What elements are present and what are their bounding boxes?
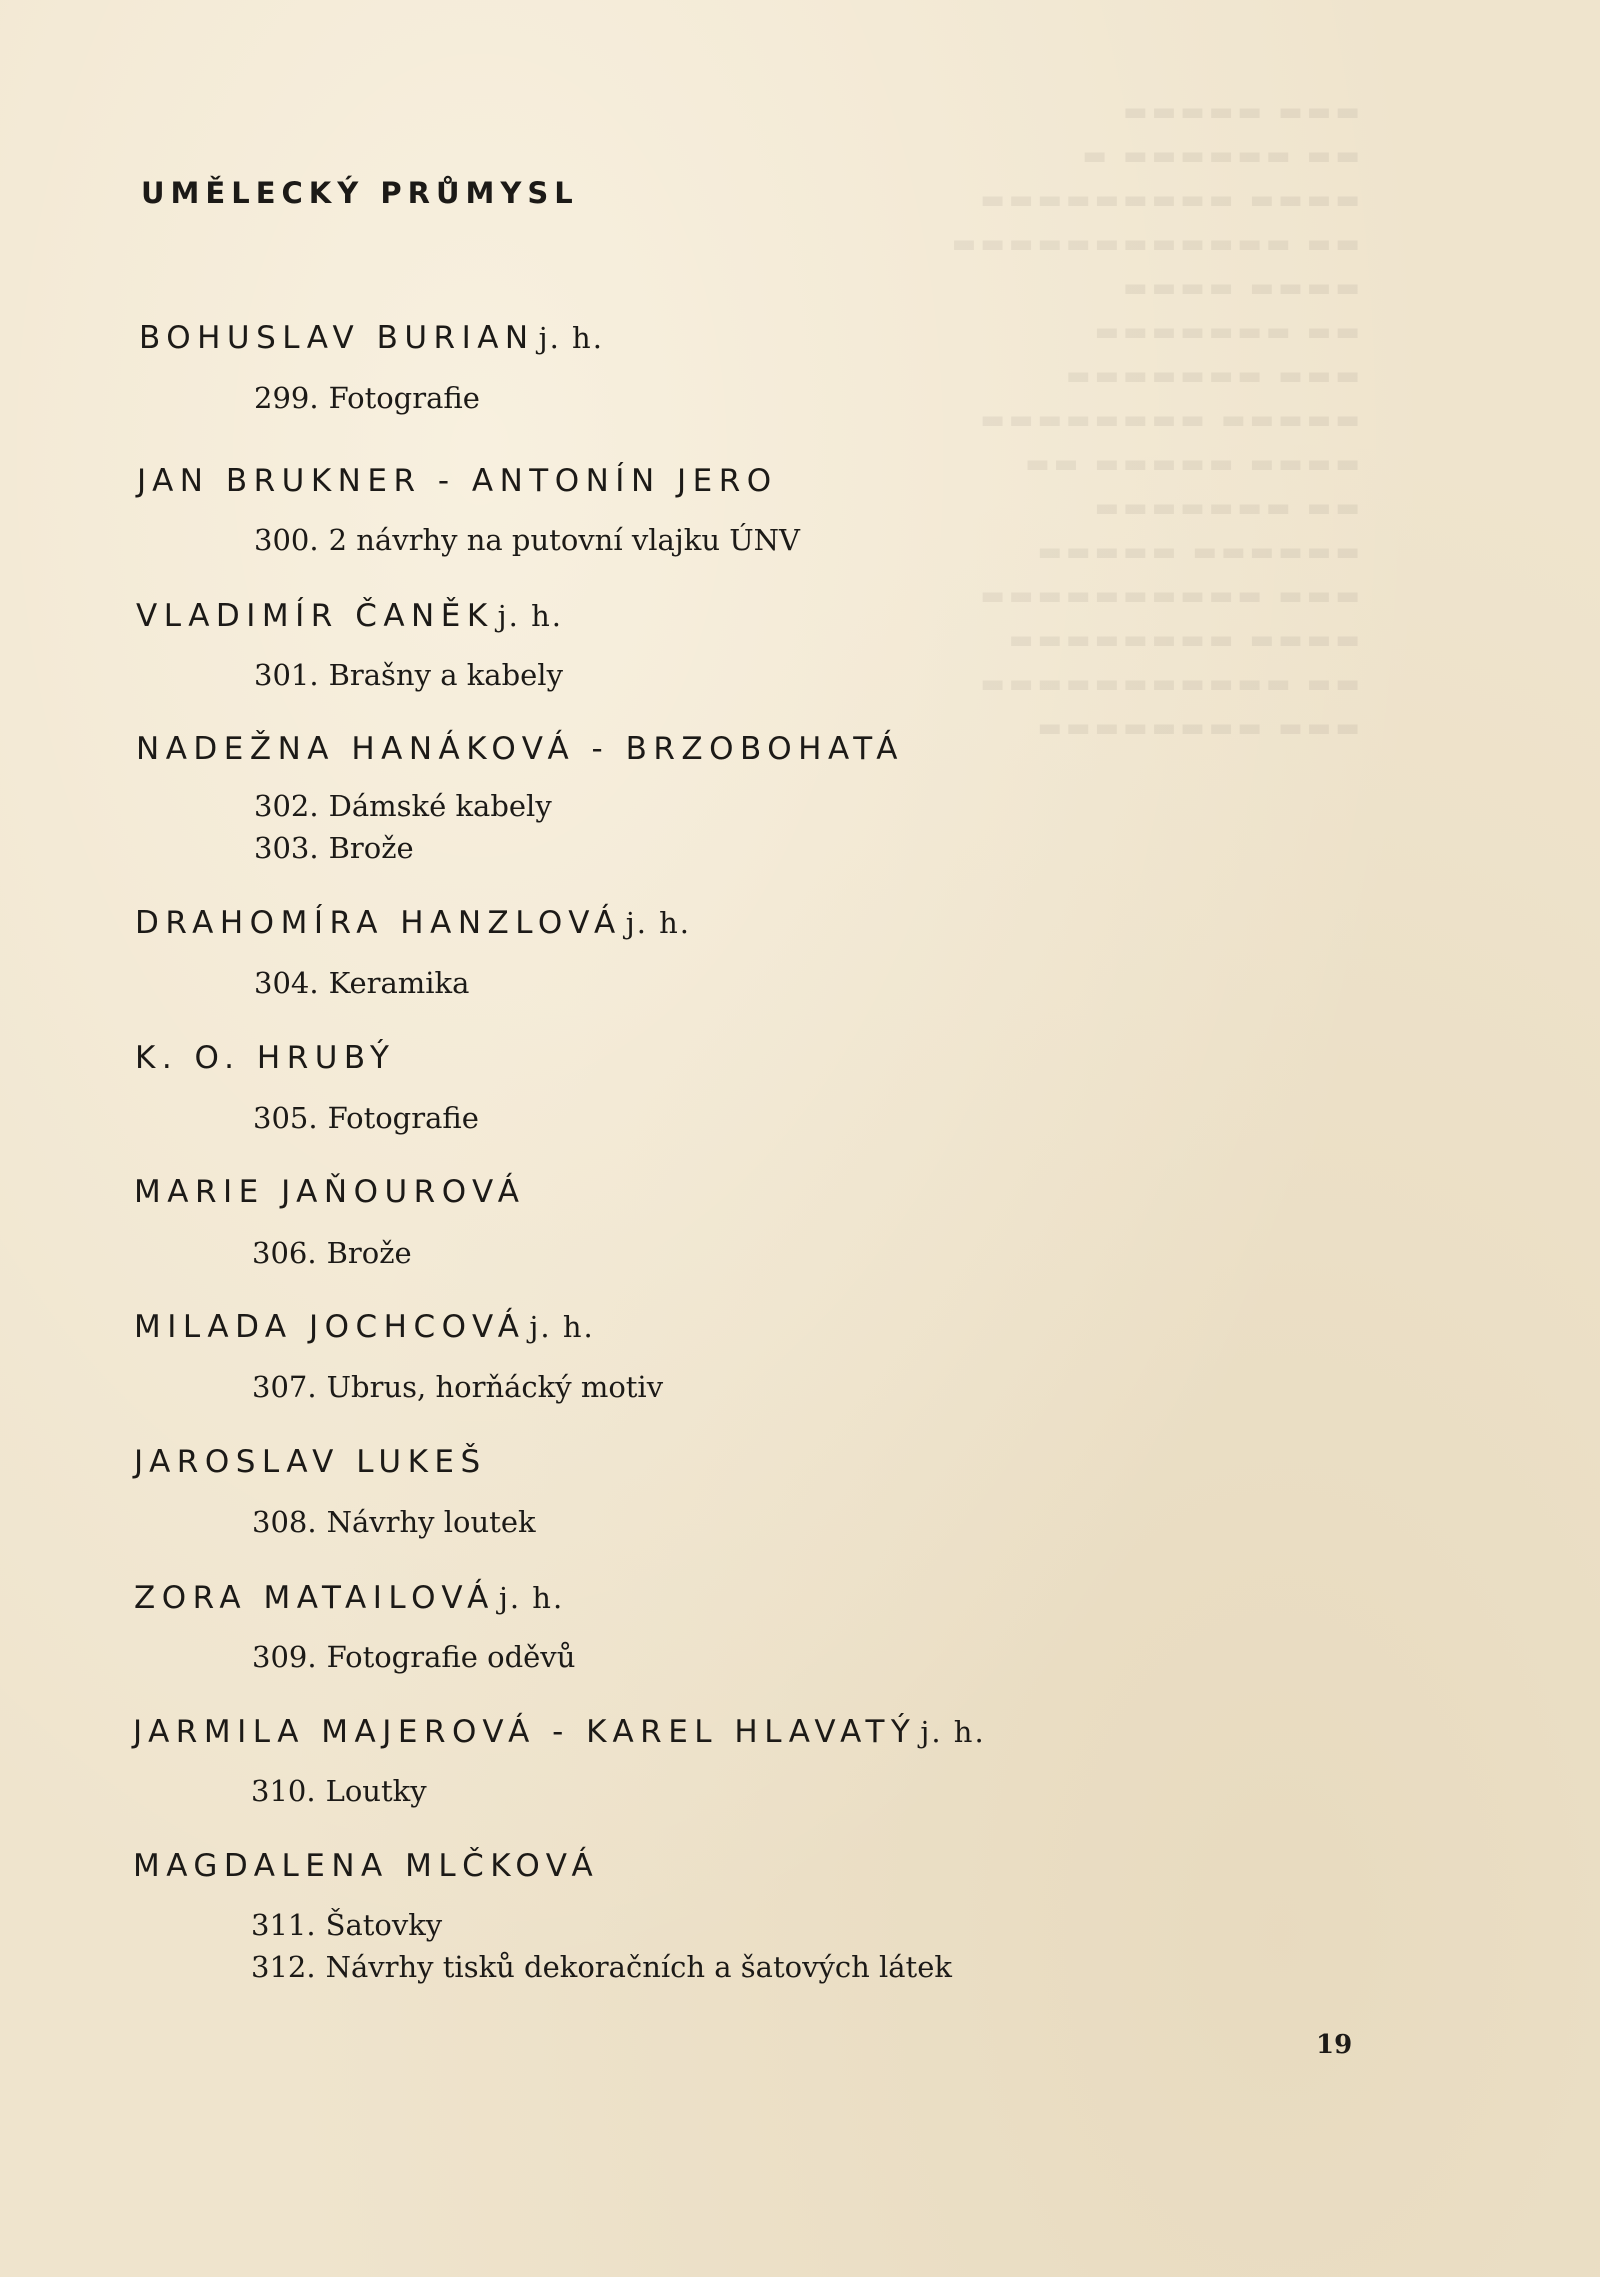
work-number: 299. (254, 381, 319, 415)
work-number: 304. (254, 966, 319, 1000)
artist-name (135, 1040, 399, 1076)
work-item (254, 523, 800, 557)
artist-name (133, 1848, 603, 1884)
work-number: 301. (254, 658, 319, 692)
work-title: Fotografie (328, 381, 480, 415)
artist-name (136, 731, 908, 767)
work-item (252, 1640, 575, 1674)
work-item (252, 1505, 536, 1539)
work-number: 307. (252, 1370, 317, 1404)
artist-name (134, 1444, 491, 1480)
work-number: 310. (251, 1774, 316, 1808)
work-item (254, 831, 414, 865)
artist-name (139, 320, 604, 356)
artist-name-text: MARIE JAŇOUROVÁ (134, 1174, 526, 1210)
section-heading: UMĚLECKÝ PRŮMYSL (141, 176, 579, 210)
artist-name (134, 1174, 530, 1210)
work-number: 306. (252, 1236, 317, 1270)
artist-guest-suffix: j. h. (920, 1715, 986, 1749)
artist-name-text: JAROSLAV LUKEŠ (134, 1444, 487, 1480)
work-number: 312. (251, 1950, 316, 1984)
work-title: 2 návrhy na putovní vlajku ÚNV (328, 523, 800, 557)
work-item (254, 789, 552, 823)
work-item (254, 658, 563, 692)
artist-guest-suffix: j. h. (625, 906, 692, 940)
work-item (254, 381, 480, 415)
work-item (251, 1774, 427, 1808)
work-item (254, 966, 469, 1000)
work-title: Brože (326, 1236, 412, 1270)
work-item (252, 1370, 663, 1404)
artist-guest-suffix: j. h. (529, 1310, 595, 1344)
work-title: Fotografie oděvů (326, 1640, 576, 1674)
artist-guest-suffix: j. h. (497, 599, 563, 633)
work-title: Ubrus, horňácký motiv (326, 1370, 664, 1404)
artist-name (135, 905, 691, 941)
artist-name-text: JAN BRUKNER - ANTONÍN JERO (137, 463, 778, 499)
work-item (251, 1908, 442, 1942)
artist-name-text: DRAHOMÍRA HANZLOVÁ (135, 905, 622, 941)
work-number: 302. (254, 789, 319, 823)
artist-name (134, 1580, 564, 1616)
work-item (252, 1236, 412, 1270)
work-title: Návrhy tisků dekoračních a šatových látek (325, 1950, 952, 1984)
work-title: Dámské kabely (328, 789, 552, 823)
work-title: Návrhy loutek (326, 1505, 536, 1539)
work-number: 305. (253, 1101, 318, 1135)
work-number: 303. (254, 831, 319, 865)
artist-guest-suffix: j. h. (538, 321, 604, 355)
artist-name-text: ZORA MATAILOVÁ (134, 1580, 495, 1616)
work-number: 311. (251, 1908, 316, 1942)
work-number: 300. (254, 523, 319, 557)
work-number: 309. (252, 1640, 317, 1674)
artist-guest-suffix: j. h. (498, 1581, 565, 1615)
work-title: Loutky (325, 1774, 427, 1808)
artist-name-text: JARMILA MAJEROVÁ - KAREL HLAVATÝ (133, 1714, 917, 1750)
work-title: Fotografie (327, 1101, 479, 1135)
artist-name (136, 598, 563, 634)
work-title: Brašny a kabely (328, 658, 563, 692)
artist-name (137, 463, 782, 499)
artist-name-text: MAGDALENA MLČKOVÁ (133, 1848, 600, 1884)
work-title: Keramika (328, 966, 470, 1000)
work-number: 308. (252, 1505, 317, 1539)
artist-name-text: BOHUSLAV BURIAN (139, 320, 535, 356)
artist-name (133, 1714, 986, 1750)
artist-name (134, 1309, 595, 1345)
artist-name-text: MILADA JOCHCOVÁ (134, 1309, 526, 1345)
artist-name-text: NADEŽNA HANÁKOVÁ - BRZOBOHATÁ (136, 731, 904, 767)
work-title: Brože (328, 831, 414, 865)
work-title: Šatovky (325, 1908, 443, 1942)
artist-name-text: VLADIMÍR ČANĚK (136, 598, 494, 634)
page-number: 19 (1316, 2030, 1353, 2060)
artist-name-text: K. O. HRUBÝ (135, 1040, 396, 1076)
work-item (251, 1950, 952, 1984)
work-item (253, 1101, 479, 1135)
